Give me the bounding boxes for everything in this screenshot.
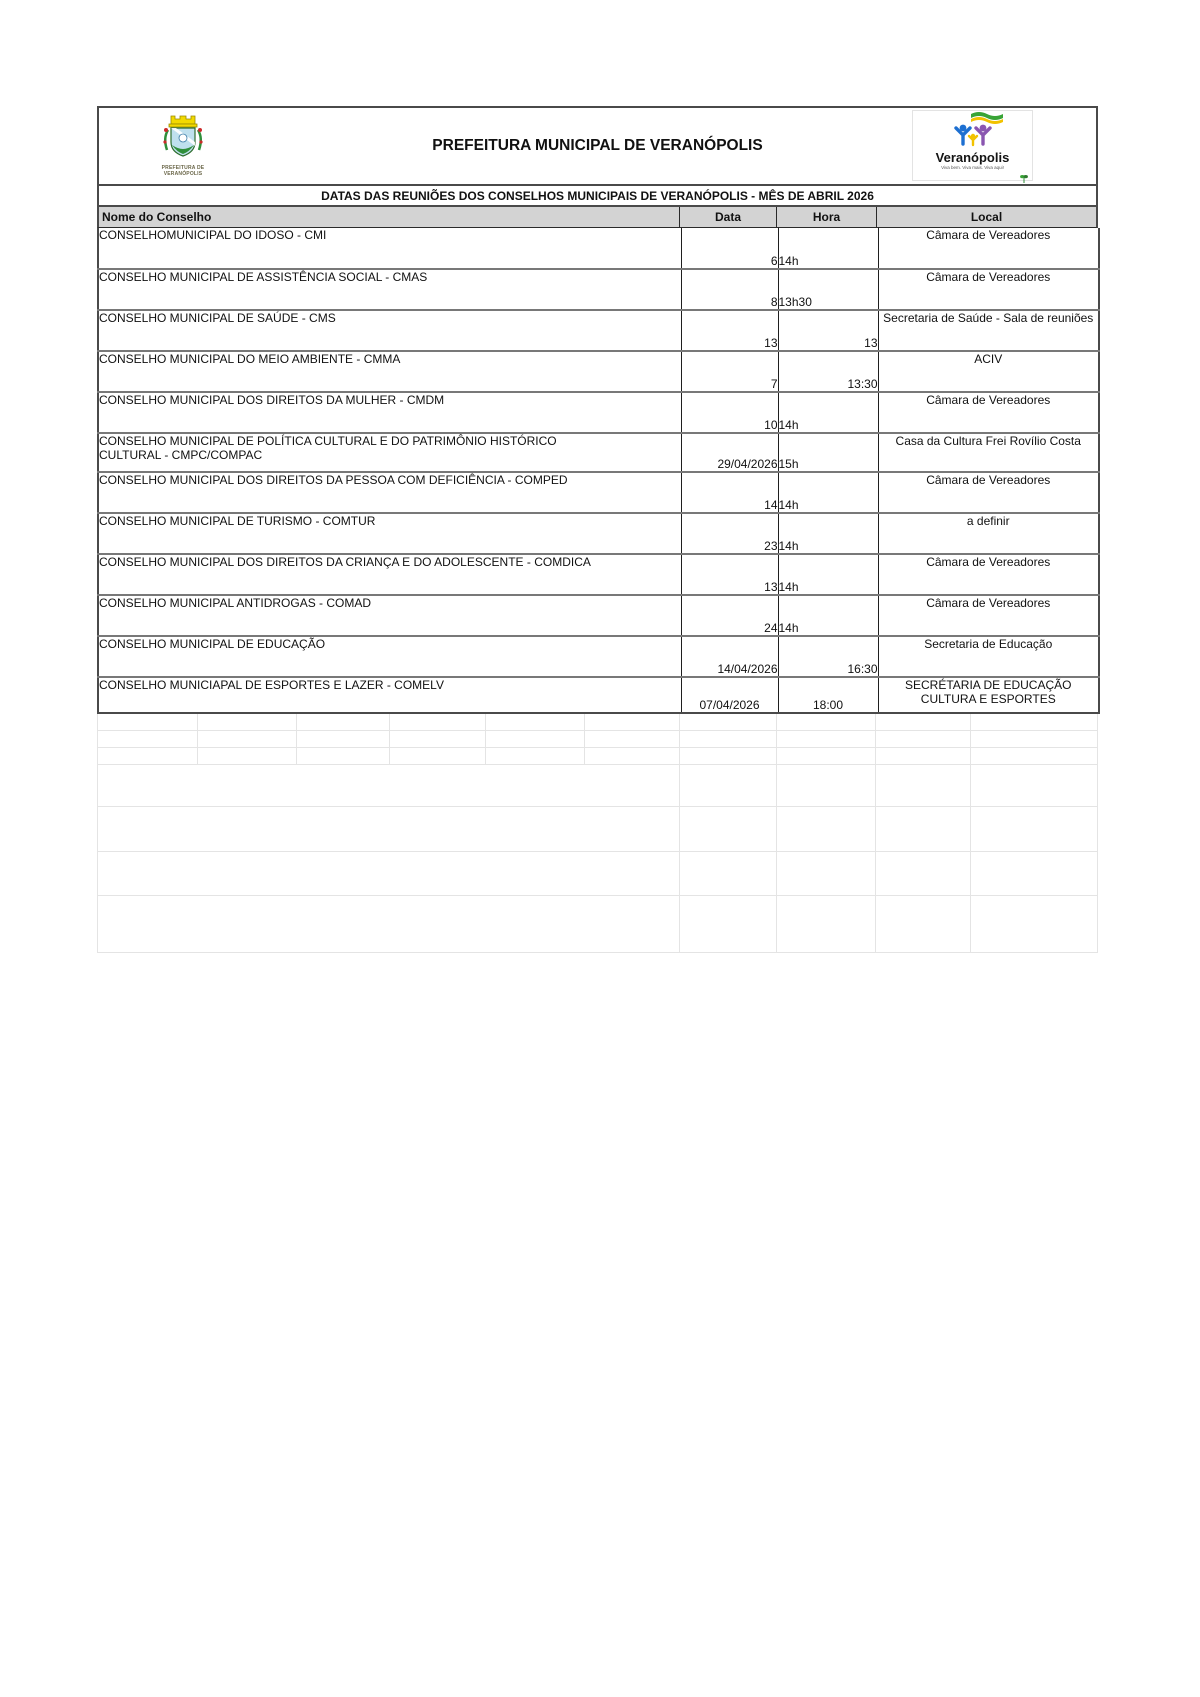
date-cell: 13 bbox=[681, 310, 778, 351]
empty-cell bbox=[198, 714, 297, 731]
empty-cell bbox=[585, 714, 680, 731]
band-title: DATAS DAS REUNIÕES DOS CONSELHOS MUNICIPAIS DE VERANÓPOLIS - MÊS DE ABRIL 2026 bbox=[97, 186, 1098, 207]
empty-cell bbox=[971, 852, 1098, 896]
council-name-cell: CONSELHO MUNICIPAL DE TURISMO - COMTUR bbox=[98, 513, 681, 554]
printed-sheet bbox=[97, 106, 1098, 953]
date-cell: 24 bbox=[681, 595, 778, 636]
time-cell: 14h bbox=[778, 554, 878, 595]
empty-cell bbox=[97, 807, 680, 852]
table-row bbox=[98, 472, 1099, 513]
empty-spreadsheet-grid bbox=[97, 714, 1098, 953]
date-cell: 14/04/2026 bbox=[681, 636, 778, 677]
time-cell: 14h bbox=[778, 595, 878, 636]
empty-cell bbox=[777, 896, 876, 953]
empty-grid-row bbox=[97, 731, 1098, 748]
empty-cell bbox=[680, 731, 777, 748]
council-name-cell: CONSELHO MUNICIPAL DE EDUCAÇÃO bbox=[98, 636, 681, 677]
location-cell: Secretaria de Educação bbox=[878, 636, 1099, 677]
city-brand-name: Veranópolis bbox=[935, 150, 1010, 165]
location-cell: ACIV bbox=[878, 351, 1099, 392]
date-cell: 8 bbox=[681, 269, 778, 310]
council-name-cell: CONSELHO MUNICIAPAL DE ESPORTES E LAZER - COMELV bbox=[98, 677, 681, 713]
empty-grid-row bbox=[97, 765, 1098, 807]
empty-cell bbox=[876, 807, 971, 852]
empty-cell bbox=[390, 731, 486, 748]
date-cell: 14 bbox=[681, 472, 778, 513]
city-brand-tagline: Viva bem. Viva mais. Viva aqui! bbox=[941, 165, 1004, 170]
empty-cell bbox=[680, 896, 777, 953]
empty-cell bbox=[971, 731, 1098, 748]
empty-cell bbox=[777, 714, 876, 731]
time-cell: 13h30 bbox=[778, 269, 878, 310]
location-cell: Câmara de Vereadores bbox=[878, 595, 1099, 636]
empty-cell bbox=[390, 714, 486, 731]
empty-cell bbox=[297, 731, 390, 748]
city-brand-logo bbox=[912, 110, 1033, 181]
time-cell: 14h bbox=[778, 513, 878, 554]
empty-cell bbox=[777, 731, 876, 748]
city-brand-icon bbox=[941, 111, 1005, 151]
council-name-cell: CONSELHO MUNICIPAL DE ASSISTÊNCIA SOCIAL - CMAS bbox=[98, 269, 681, 310]
empty-cell bbox=[97, 852, 680, 896]
empty-cell bbox=[777, 852, 876, 896]
council-meetings-table bbox=[97, 228, 1100, 714]
empty-cell bbox=[876, 748, 971, 765]
empty-cell bbox=[486, 714, 585, 731]
location-cell: a definir bbox=[878, 513, 1099, 554]
column-header-nome: Nome do Conselho bbox=[99, 207, 680, 227]
location-cell: Câmara de Vereadores bbox=[878, 472, 1099, 513]
council-name-cell: CONSELHO MUNICIPAL DE SAÚDE - CMS bbox=[98, 310, 681, 351]
empty-cell bbox=[390, 748, 486, 765]
date-cell: 10 bbox=[681, 392, 778, 433]
table-row bbox=[98, 433, 1099, 472]
location-cell: Câmara de Vereadores bbox=[878, 269, 1099, 310]
location-cell: SECRÉTARIA DE EDUCAÇÃO CULTURA E ESPORTES bbox=[878, 677, 1099, 713]
council-name-cell: CONSELHO MUNICIPAL DO MEIO AMBIENTE - CMMA bbox=[98, 351, 681, 392]
table-row bbox=[98, 677, 1099, 713]
empty-cell bbox=[777, 765, 876, 807]
empty-cell bbox=[97, 896, 680, 953]
empty-cell bbox=[97, 765, 680, 807]
date-cell: 6 bbox=[681, 228, 778, 269]
empty-cell bbox=[97, 714, 198, 731]
empty-cell bbox=[680, 807, 777, 852]
empty-cell bbox=[971, 807, 1098, 852]
empty-grid-row bbox=[97, 852, 1098, 896]
empty-cell bbox=[876, 852, 971, 896]
council-name-cell: CONSELHO MUNICIPAL ANTIDROGAS - COMAD bbox=[98, 595, 681, 636]
time-cell: 14h bbox=[778, 392, 878, 433]
empty-cell bbox=[198, 731, 297, 748]
empty-cell bbox=[297, 748, 390, 765]
empty-cell bbox=[680, 714, 777, 731]
empty-cell bbox=[876, 896, 971, 953]
empty-cell bbox=[777, 748, 876, 765]
empty-cell bbox=[876, 765, 971, 807]
table-row bbox=[98, 636, 1099, 677]
column-header-local: Local bbox=[970, 210, 1003, 224]
empty-cell bbox=[680, 852, 777, 896]
location-cell: Casa da Cultura Frei Rovílio Costa bbox=[878, 433, 1099, 472]
council-name-cell: CONSELHO MUNICIPAL DE POLÍTICA CULTURAL E DO PATRIMÔNIO HISTÓRICO CULTURAL - CMPC/COMPAC bbox=[98, 433, 681, 472]
empty-cell bbox=[97, 748, 198, 765]
empty-cell bbox=[971, 748, 1098, 765]
coat-of-arms-caption-line1: PREFEITURA DE bbox=[161, 165, 205, 171]
empty-cell bbox=[876, 714, 971, 731]
empty-grid-row bbox=[97, 748, 1098, 765]
empty-cell bbox=[97, 731, 198, 748]
empty-cell bbox=[486, 731, 585, 748]
time-cell: 16:30 bbox=[778, 636, 878, 677]
location-cell: Câmara de Vereadores bbox=[878, 228, 1099, 269]
empty-cell bbox=[486, 748, 585, 765]
council-table-body bbox=[98, 228, 1099, 713]
time-cell: 13 bbox=[778, 310, 878, 351]
council-name-cell: CONSELHO MUNICIPAL DOS DIREITOS DA PESSOA COM DEFICIÊNCIA - COMPED bbox=[98, 472, 681, 513]
time-cell: 14h bbox=[778, 228, 878, 269]
sprout-icon bbox=[1020, 171, 1028, 189]
empty-cell bbox=[971, 896, 1098, 953]
column-header-data: Data bbox=[680, 207, 777, 227]
table-row bbox=[98, 310, 1099, 351]
table-row bbox=[98, 392, 1099, 433]
empty-cell bbox=[971, 765, 1098, 807]
empty-cell bbox=[198, 748, 297, 765]
empty-cell bbox=[297, 714, 390, 731]
date-cell: 07/04/2026 bbox=[681, 677, 778, 713]
time-cell: 18:00 bbox=[778, 677, 878, 713]
empty-cell bbox=[585, 731, 680, 748]
location-cell: Secretaria de Saúde - Sala de reuniões bbox=[878, 310, 1099, 351]
empty-cell bbox=[680, 765, 777, 807]
council-name-cell: CONSELHO MUNICIPAL DOS DIREITOS DA CRIANÇA E DO ADOLESCENTE - COMDICA bbox=[98, 554, 681, 595]
table-row bbox=[98, 554, 1099, 595]
table-header-row bbox=[97, 207, 1098, 228]
table-row bbox=[98, 269, 1099, 310]
empty-grid-row bbox=[97, 714, 1098, 731]
column-header-hora: Hora bbox=[777, 207, 877, 227]
council-name-cell: CONSELHOMUNICIPAL DO IDOSO - CMI bbox=[99, 228, 327, 242]
empty-cell bbox=[680, 748, 777, 765]
empty-cell bbox=[585, 748, 680, 765]
table-row bbox=[98, 228, 1099, 269]
location-cell: Câmara de Vereadores bbox=[878, 392, 1099, 433]
document-header bbox=[97, 106, 1098, 186]
table-row bbox=[98, 595, 1099, 636]
table-row bbox=[98, 351, 1099, 392]
table-row bbox=[98, 513, 1099, 554]
empty-cell bbox=[971, 714, 1098, 731]
empty-cell bbox=[777, 807, 876, 852]
page-title: PREFEITURA MUNICIPAL DE VERANÓPOLIS bbox=[432, 137, 763, 154]
date-cell: 23 bbox=[681, 513, 778, 554]
coat-of-arms-caption-line2: VERANÓPOLIS bbox=[163, 171, 203, 177]
date-cell: 7 bbox=[681, 351, 778, 392]
date-cell: 13 bbox=[681, 554, 778, 595]
council-name-cell: CONSELHO MUNICIPAL DOS DIREITOS DA MULHER - CMDM bbox=[98, 392, 681, 433]
time-cell: 14h bbox=[778, 472, 878, 513]
time-cell: 15h bbox=[778, 433, 878, 472]
empty-grid-row bbox=[97, 807, 1098, 852]
empty-cell bbox=[876, 731, 971, 748]
empty-grid-row bbox=[97, 896, 1098, 953]
location-cell: Câmara de Vereadores bbox=[878, 554, 1099, 595]
date-cell: 29/04/2026 bbox=[681, 433, 778, 472]
time-cell: 13:30 bbox=[778, 351, 878, 392]
